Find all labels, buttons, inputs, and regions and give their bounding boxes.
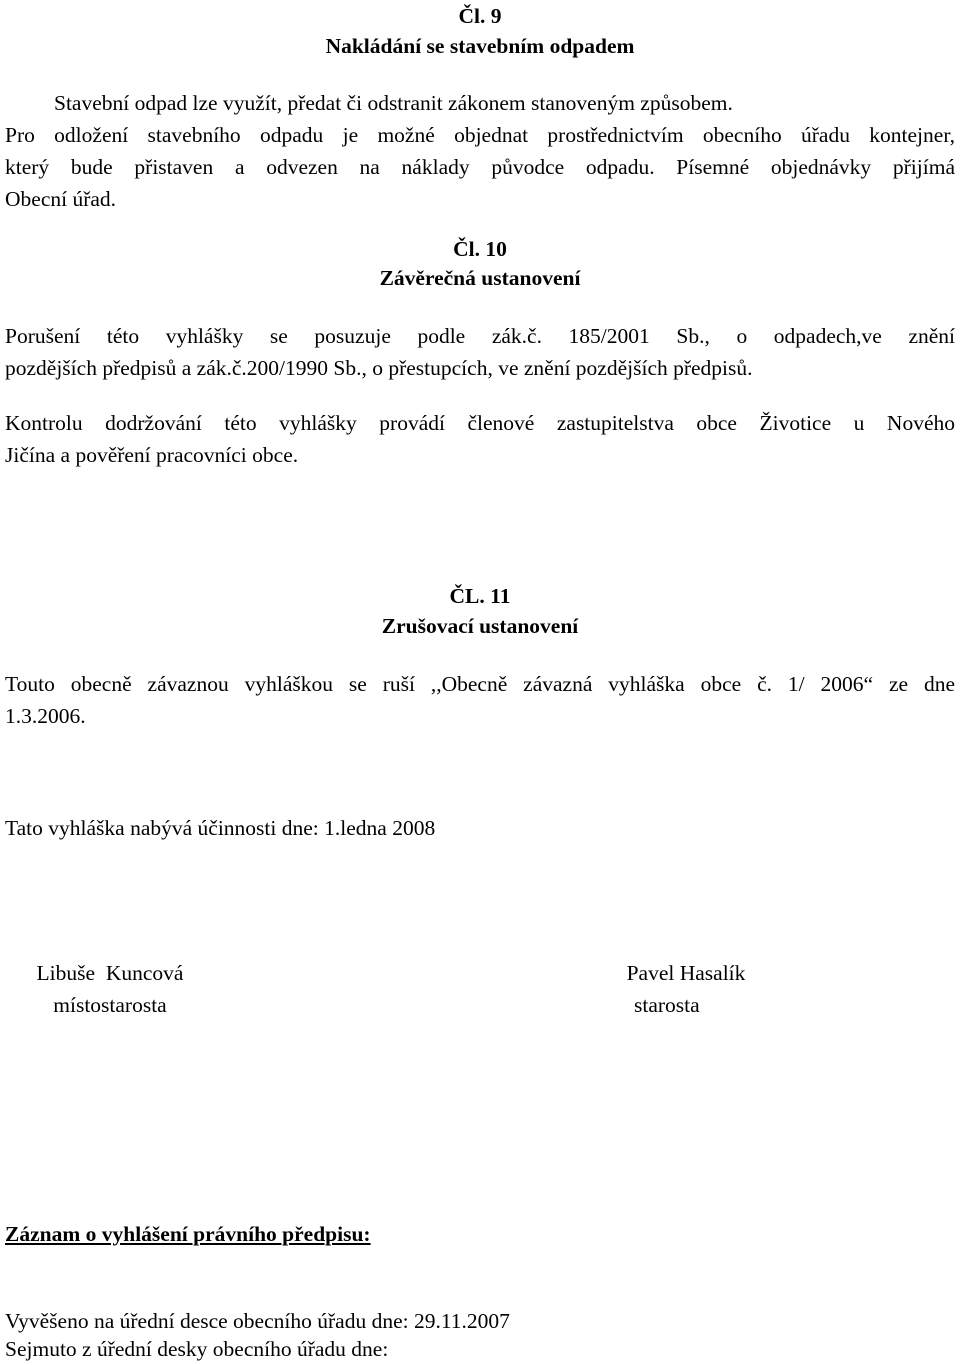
paragraph-line: Kontrolu dodržování této vyhlášky provádí členové zastupitelstva obce Životice u Nového [5,411,955,435]
article-10-paragraph-1 [5,320,955,384]
record-heading-wrap [5,1218,955,1250]
record-removed: Sejmuto z úřední desky obecního úřadu dne: [5,1337,389,1361]
article-9-paragraph [5,87,955,215]
paragraph-line: Pro odložení stavebního odpadu je možné objednat prostřednictvím obecního úřadu kontejner, [5,123,955,147]
paragraph-line: který bude přistaven a odvezen na náklady původce odpadu. Písemné objednávky přijímá [5,155,955,179]
paragraph-line: 1.3.2006. [5,704,86,728]
record-heading: Záznam o vyhlášení právního předpisu: [5,1222,371,1246]
article-10-number: Čl. 10 [453,237,507,261]
paragraph-line: Porušení této vyhlášky se posuzuje podle zák.č. 185/2001 Sb., o odpadech,ve znění [5,324,955,348]
article-9-number: Čl. 9 [458,4,502,28]
signature-left [0,957,220,1021]
article-10-paragraph-2 [5,407,955,471]
signatory-role: starosta [634,993,700,1017]
article-10-title: Závěrečná ustanovení [379,266,581,290]
article-11-number: ČL. 11 [449,584,511,608]
record-posted: Vyvěšeno na úřední desce obecního úřadu dne: 29.11.2007 [5,1309,510,1333]
article-11-paragraph [5,668,955,732]
paragraph-line: Jičína a pověření pracovníci obce. [5,443,299,467]
paragraph-line: Touto obecně závaznou vyhláškou se ruší ,,Obecně závazná vyhláška obce č. 1/ 2006“ ze dne [5,672,955,696]
article-11-title: Zrušovací ustanovení [381,614,579,638]
signatory-role: místostarosta [53,993,167,1017]
paragraph-line: Obecní úřad. [5,187,117,211]
article-9-title: Nakládání se stavebním odpadem [325,34,635,58]
signature-right [576,957,796,1021]
paragraph-line: Stavební odpad lze využít, předat či odstranit zákonem stanoveným způsobem. [54,91,733,115]
paragraph-line: pozdějších předpisů a zák.č.200/1990 Sb., o přestupcích, ve znění pozdějších předpisů. [5,356,753,380]
effective-date: Tato vyhláška nabývá účinnosti dne: 1.ledna 2008 [5,816,436,840]
signatory-name: Libuše Kuncová [36,961,184,985]
signatory-name: Pavel Hasalík [626,961,746,985]
